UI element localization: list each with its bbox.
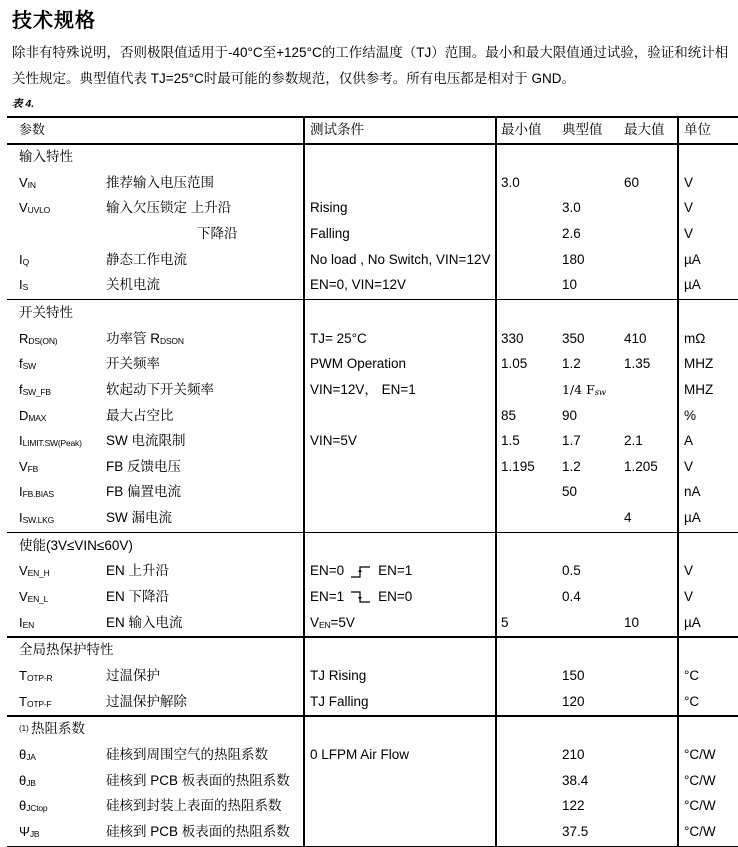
symbol-subscript: S xyxy=(22,282,29,293)
param-symbol xyxy=(19,170,36,198)
max-value: 10 xyxy=(624,614,640,630)
falling-edge-icon xyxy=(350,590,372,604)
table-row xyxy=(7,377,738,403)
section-header-row xyxy=(7,637,738,663)
typ-value: 10 xyxy=(562,277,578,293)
section-title: 全局热保护特性 xyxy=(19,642,114,658)
table-row xyxy=(7,768,738,794)
symbol-subscript: EN_L xyxy=(27,594,49,605)
max-value: 1.205 xyxy=(624,458,658,474)
param-description xyxy=(106,505,172,531)
condition-text: VIN=12V， EN=1 xyxy=(310,381,416,397)
symbol-main: V xyxy=(19,458,28,474)
description-text: 关机电流 xyxy=(106,277,160,293)
param-symbol xyxy=(19,768,36,796)
section-header-row xyxy=(7,300,738,326)
section-title: 输入特性 xyxy=(19,149,73,164)
description-text: SW 漏电流 xyxy=(106,510,172,526)
table-row xyxy=(7,584,738,610)
typ-value xyxy=(562,377,606,406)
min-value: 3.0 xyxy=(501,174,520,190)
param-description xyxy=(106,689,187,715)
table-row xyxy=(7,428,738,454)
typ-value: 2.6 xyxy=(562,225,581,241)
header-param: 参数 xyxy=(19,122,46,137)
param-description xyxy=(106,247,187,273)
table-row xyxy=(7,326,738,352)
param-symbol xyxy=(19,454,38,482)
symbol-subscript: IN xyxy=(27,179,36,190)
test-condition xyxy=(310,428,357,454)
condition-from: EN=0 xyxy=(310,563,345,579)
condition-text: PWM Operation xyxy=(310,356,407,372)
description-text: FB 反馈电压 xyxy=(106,458,182,474)
symbol-subscript: UVLO xyxy=(27,205,51,216)
param-description xyxy=(106,479,181,505)
test-condition xyxy=(310,351,406,377)
param-description xyxy=(106,742,268,768)
condition-text: TJ Rising xyxy=(310,668,367,683)
typ-value: 50 xyxy=(562,484,578,500)
test-condition xyxy=(310,377,416,403)
min-value: 330 xyxy=(501,330,524,346)
symbol-subscript: JCtop xyxy=(26,803,48,814)
param-symbol xyxy=(19,272,28,300)
description-text: 软起动下开关频率 xyxy=(106,381,214,397)
unit-value: V xyxy=(684,225,694,241)
table-row xyxy=(7,558,738,584)
page-title: 技术规格 xyxy=(12,10,96,32)
description-text: 硅核到 PCB 板表面的热阻系数 xyxy=(106,772,290,788)
param-symbol xyxy=(19,326,57,354)
param-symbol xyxy=(19,742,36,770)
typ-value: 122 xyxy=(562,798,585,814)
param-symbol xyxy=(19,351,36,379)
unit-value: V xyxy=(684,589,694,605)
symbol-main: I xyxy=(19,433,23,449)
symbol-main: V xyxy=(19,174,28,190)
condition-text: No load , No Switch, VIN=12V xyxy=(310,251,491,267)
typ-value: 37.5 xyxy=(562,823,589,839)
description-text: 硅核到周围空气的热阻系数 xyxy=(106,746,268,762)
condition-symbol: V xyxy=(310,614,320,630)
typ-value: 1.7 xyxy=(562,433,581,449)
condition-to: EN=1 xyxy=(378,563,413,579)
description-text: EN 上升沿 xyxy=(106,563,170,579)
header-min: 最小值 xyxy=(501,122,542,137)
column-divider xyxy=(677,116,679,847)
description-text: 静态工作电流 xyxy=(106,251,187,267)
symbol-main: D xyxy=(19,407,29,423)
column-divider xyxy=(303,116,305,847)
test-condition xyxy=(310,221,350,247)
symbol-main: f xyxy=(19,356,23,372)
symbol-main: I xyxy=(19,510,23,526)
param-description xyxy=(197,221,238,247)
typ-value: 90 xyxy=(562,407,578,423)
symbol-subscript: EN_H xyxy=(27,568,50,579)
table-row xyxy=(7,819,738,845)
section-title: 使能(3V≤VIN≤60V) xyxy=(19,537,133,553)
symbol-subscript: Q xyxy=(22,256,30,267)
param-symbol xyxy=(19,247,29,275)
unit-value: V xyxy=(684,458,694,474)
table-header-row xyxy=(7,117,738,143)
test-condition xyxy=(310,326,367,352)
param-description xyxy=(106,170,214,196)
condition-text: Falling xyxy=(310,225,350,241)
unit-value: °C/W xyxy=(684,823,716,839)
symbol-main: f xyxy=(19,381,23,397)
description-text: SW 电流限制 xyxy=(106,433,186,449)
test-condition xyxy=(310,689,369,715)
typ-value: 0.5 xyxy=(562,563,581,579)
param-symbol xyxy=(19,428,82,456)
symbol-subscript: JB xyxy=(29,828,40,839)
intro-paragraph: 除非有特殊说明，否则极限值适用于-40°C至+125°C的工作结温度（TJ）范围。最小和最大限值通过试验，验证和统计相关性规定。典型值代表 TJ=25°C时最可能的参数规范，仅供参考。所有电压都是相对于 GND。 xyxy=(12,45,729,86)
unit-value: V xyxy=(684,174,694,190)
symbol-subscript: OTP-F xyxy=(26,698,52,709)
condition-value: =5V xyxy=(330,614,355,630)
typ-value: 3.0 xyxy=(562,200,581,216)
symbol-main: θ xyxy=(19,746,27,762)
condition-subscript: EN xyxy=(319,619,331,630)
symbol-main: V xyxy=(19,563,28,579)
description-text: 硅核到封装上表面的热阻系数 xyxy=(106,798,282,814)
symbol-main: V xyxy=(19,200,28,216)
param-symbol xyxy=(19,584,48,612)
symbol-subscript: JA xyxy=(26,751,36,762)
condition-text: Rising xyxy=(310,200,348,216)
param-symbol xyxy=(19,793,47,821)
unit-value: V xyxy=(684,200,694,216)
unit-value: °C/W xyxy=(684,798,716,814)
max-value: 410 xyxy=(624,330,647,346)
section-header-row xyxy=(7,716,738,742)
description-text: 下降沿 xyxy=(197,225,238,241)
unit-value: mΩ xyxy=(684,330,706,346)
symbol-main: I xyxy=(19,251,23,267)
typ-value: 0.4 xyxy=(562,589,581,605)
min-value: 1.05 xyxy=(501,356,528,372)
table-row xyxy=(7,793,738,819)
description-subscript: DSON xyxy=(160,335,184,346)
symbol-main: θ xyxy=(19,798,27,814)
section-title: 热阻系数 xyxy=(31,721,85,737)
column-divider xyxy=(495,116,497,847)
param-symbol xyxy=(19,377,51,405)
description-text: 过温保护解除 xyxy=(106,693,187,709)
param-description xyxy=(106,610,183,636)
test-condition xyxy=(310,663,366,689)
max-value: 1.35 xyxy=(624,356,651,372)
table-row xyxy=(7,689,738,715)
description-text: EN 输入电流 xyxy=(106,614,183,630)
table-row xyxy=(7,742,738,768)
param-symbol xyxy=(19,819,39,847)
param-description xyxy=(106,403,174,429)
typ-value: 1.2 xyxy=(562,458,581,474)
param-symbol xyxy=(19,403,46,431)
max-value: 60 xyxy=(624,174,640,190)
symbol-main: V xyxy=(19,589,28,605)
max-value: 4 xyxy=(624,510,632,526)
param-symbol xyxy=(19,663,52,691)
description-text: EN 下降沿 xyxy=(106,589,170,605)
symbol-subscript: LIMIT.SW(Peak) xyxy=(22,438,82,449)
description-text: 输入欠压锁定 上升沿 xyxy=(106,200,232,216)
min-value: 5 xyxy=(501,614,509,630)
symbol-subscript: SW_FB xyxy=(22,386,51,397)
typ-value: 120 xyxy=(562,693,585,709)
min-value: 85 xyxy=(501,407,517,423)
typ-value: 150 xyxy=(562,668,585,683)
symbol-main: Ψ xyxy=(19,823,30,839)
symbol-main: θ xyxy=(19,772,27,788)
unit-value: MHZ xyxy=(684,356,714,372)
symbol-subscript: SW xyxy=(22,361,36,372)
table-row xyxy=(7,479,738,505)
param-description xyxy=(106,558,169,584)
param-symbol xyxy=(19,689,51,717)
description-text: 最大占空比 xyxy=(106,407,174,423)
description-text: 推荐输入电压范围 xyxy=(106,174,214,190)
condition-text: 0 LFPM Air Flow xyxy=(310,746,410,762)
header-typ: 典型值 xyxy=(562,122,603,137)
typ-math: 1/4 F xyxy=(562,381,595,397)
test-condition xyxy=(310,247,490,273)
param-symbol xyxy=(19,505,54,533)
symbol-subscript: MAX xyxy=(28,412,47,423)
param-description xyxy=(106,663,160,689)
symbol-main: I xyxy=(19,484,23,500)
symbol-main: T xyxy=(19,693,27,709)
description-text: 过温保护 xyxy=(106,668,160,683)
symbol-main: I xyxy=(19,277,23,293)
param-description xyxy=(106,351,160,377)
param-description xyxy=(106,793,282,819)
test-condition xyxy=(310,558,412,584)
condition-to: EN=0 xyxy=(378,589,413,605)
symbol-subscript: SW.LKG xyxy=(22,515,55,526)
table-row xyxy=(7,505,738,531)
symbol-main: I xyxy=(19,614,23,630)
table-row xyxy=(7,195,738,221)
condition-from: EN=1 xyxy=(310,589,345,605)
param-symbol xyxy=(19,479,54,507)
unit-value: nA xyxy=(684,484,701,500)
param-description xyxy=(106,454,181,480)
condition-text: TJ= 25°C xyxy=(310,330,367,346)
test-condition xyxy=(310,272,406,298)
min-value: 1.195 xyxy=(501,458,535,474)
unit-value: % xyxy=(684,407,697,423)
unit-value: µA xyxy=(684,510,701,526)
description-text: 开关频率 xyxy=(106,356,160,372)
table-caption: 表 4. xyxy=(12,98,35,110)
unit-value: µA xyxy=(684,251,701,267)
header-max: 最大值 xyxy=(624,122,665,137)
typ-value: 350 xyxy=(562,330,585,346)
condition-text: VIN=5V xyxy=(310,433,357,449)
table-row xyxy=(7,272,738,298)
header-cond: 测试条件 xyxy=(310,122,364,137)
description-text: 硅核到 PCB 板表面的热阻系数 xyxy=(106,823,290,839)
table-row xyxy=(7,351,738,377)
unit-value: µA xyxy=(684,614,701,630)
header-unit: 单位 xyxy=(684,122,711,137)
condition-text: TJ Falling xyxy=(310,693,369,709)
table-row xyxy=(7,663,738,689)
unit-value: V xyxy=(684,563,694,579)
test-condition xyxy=(310,195,348,221)
unit-value: °C xyxy=(684,668,700,683)
symbol-subscript: OTP-R xyxy=(26,673,53,683)
param-symbol xyxy=(19,610,34,638)
rising-edge-icon xyxy=(350,565,372,579)
typ-value: 38.4 xyxy=(562,772,589,788)
unit-value: °C/W xyxy=(684,772,716,788)
table-row xyxy=(7,247,738,273)
param-description xyxy=(106,272,160,298)
symbol-subscript: EN xyxy=(22,619,35,630)
unit-value: MHZ xyxy=(684,381,714,397)
max-value: 2.1 xyxy=(624,433,643,449)
symbol-main: T xyxy=(19,668,27,683)
typ-value: 210 xyxy=(562,746,585,762)
symbol-subscript: FB.BIAS xyxy=(22,489,54,500)
section-header-row xyxy=(7,533,738,559)
param-description xyxy=(106,819,290,845)
table-row xyxy=(7,403,738,429)
section-header-row xyxy=(7,144,738,170)
typ-value: 1.2 xyxy=(562,356,581,372)
param-symbol xyxy=(19,195,50,223)
description-text: FB 偏置电流 xyxy=(106,484,182,500)
footnote-marker: (1) xyxy=(19,724,29,734)
param-symbol xyxy=(19,558,50,586)
condition-text: EN=0, VIN=12V xyxy=(310,277,407,293)
table-row xyxy=(7,170,738,196)
table-row xyxy=(7,610,738,636)
param-description xyxy=(106,377,214,403)
test-condition xyxy=(310,742,409,768)
param-description xyxy=(106,326,184,354)
param-description xyxy=(106,428,186,454)
table-row xyxy=(7,454,738,480)
symbol-subscript: DS(ON) xyxy=(28,335,58,346)
table-row xyxy=(7,221,738,247)
unit-value: °C xyxy=(684,693,700,709)
symbol-subscript: FB xyxy=(27,463,39,474)
typ-math-subscript: sw xyxy=(594,387,607,398)
param-description xyxy=(106,584,169,610)
symbol-main: R xyxy=(19,330,29,346)
unit-value: °C/W xyxy=(684,746,716,762)
unit-value: µA xyxy=(684,277,701,293)
test-condition xyxy=(310,584,412,610)
test-condition xyxy=(310,610,355,638)
symbol-subscript: JB xyxy=(26,777,36,788)
param-description xyxy=(106,195,231,221)
unit-value: A xyxy=(684,433,694,449)
description-text: 功率管 R xyxy=(106,330,160,346)
param-description xyxy=(106,768,290,794)
min-value: 1.5 xyxy=(501,433,520,449)
section-title: 开关特性 xyxy=(19,304,73,320)
typ-value: 180 xyxy=(562,251,585,267)
